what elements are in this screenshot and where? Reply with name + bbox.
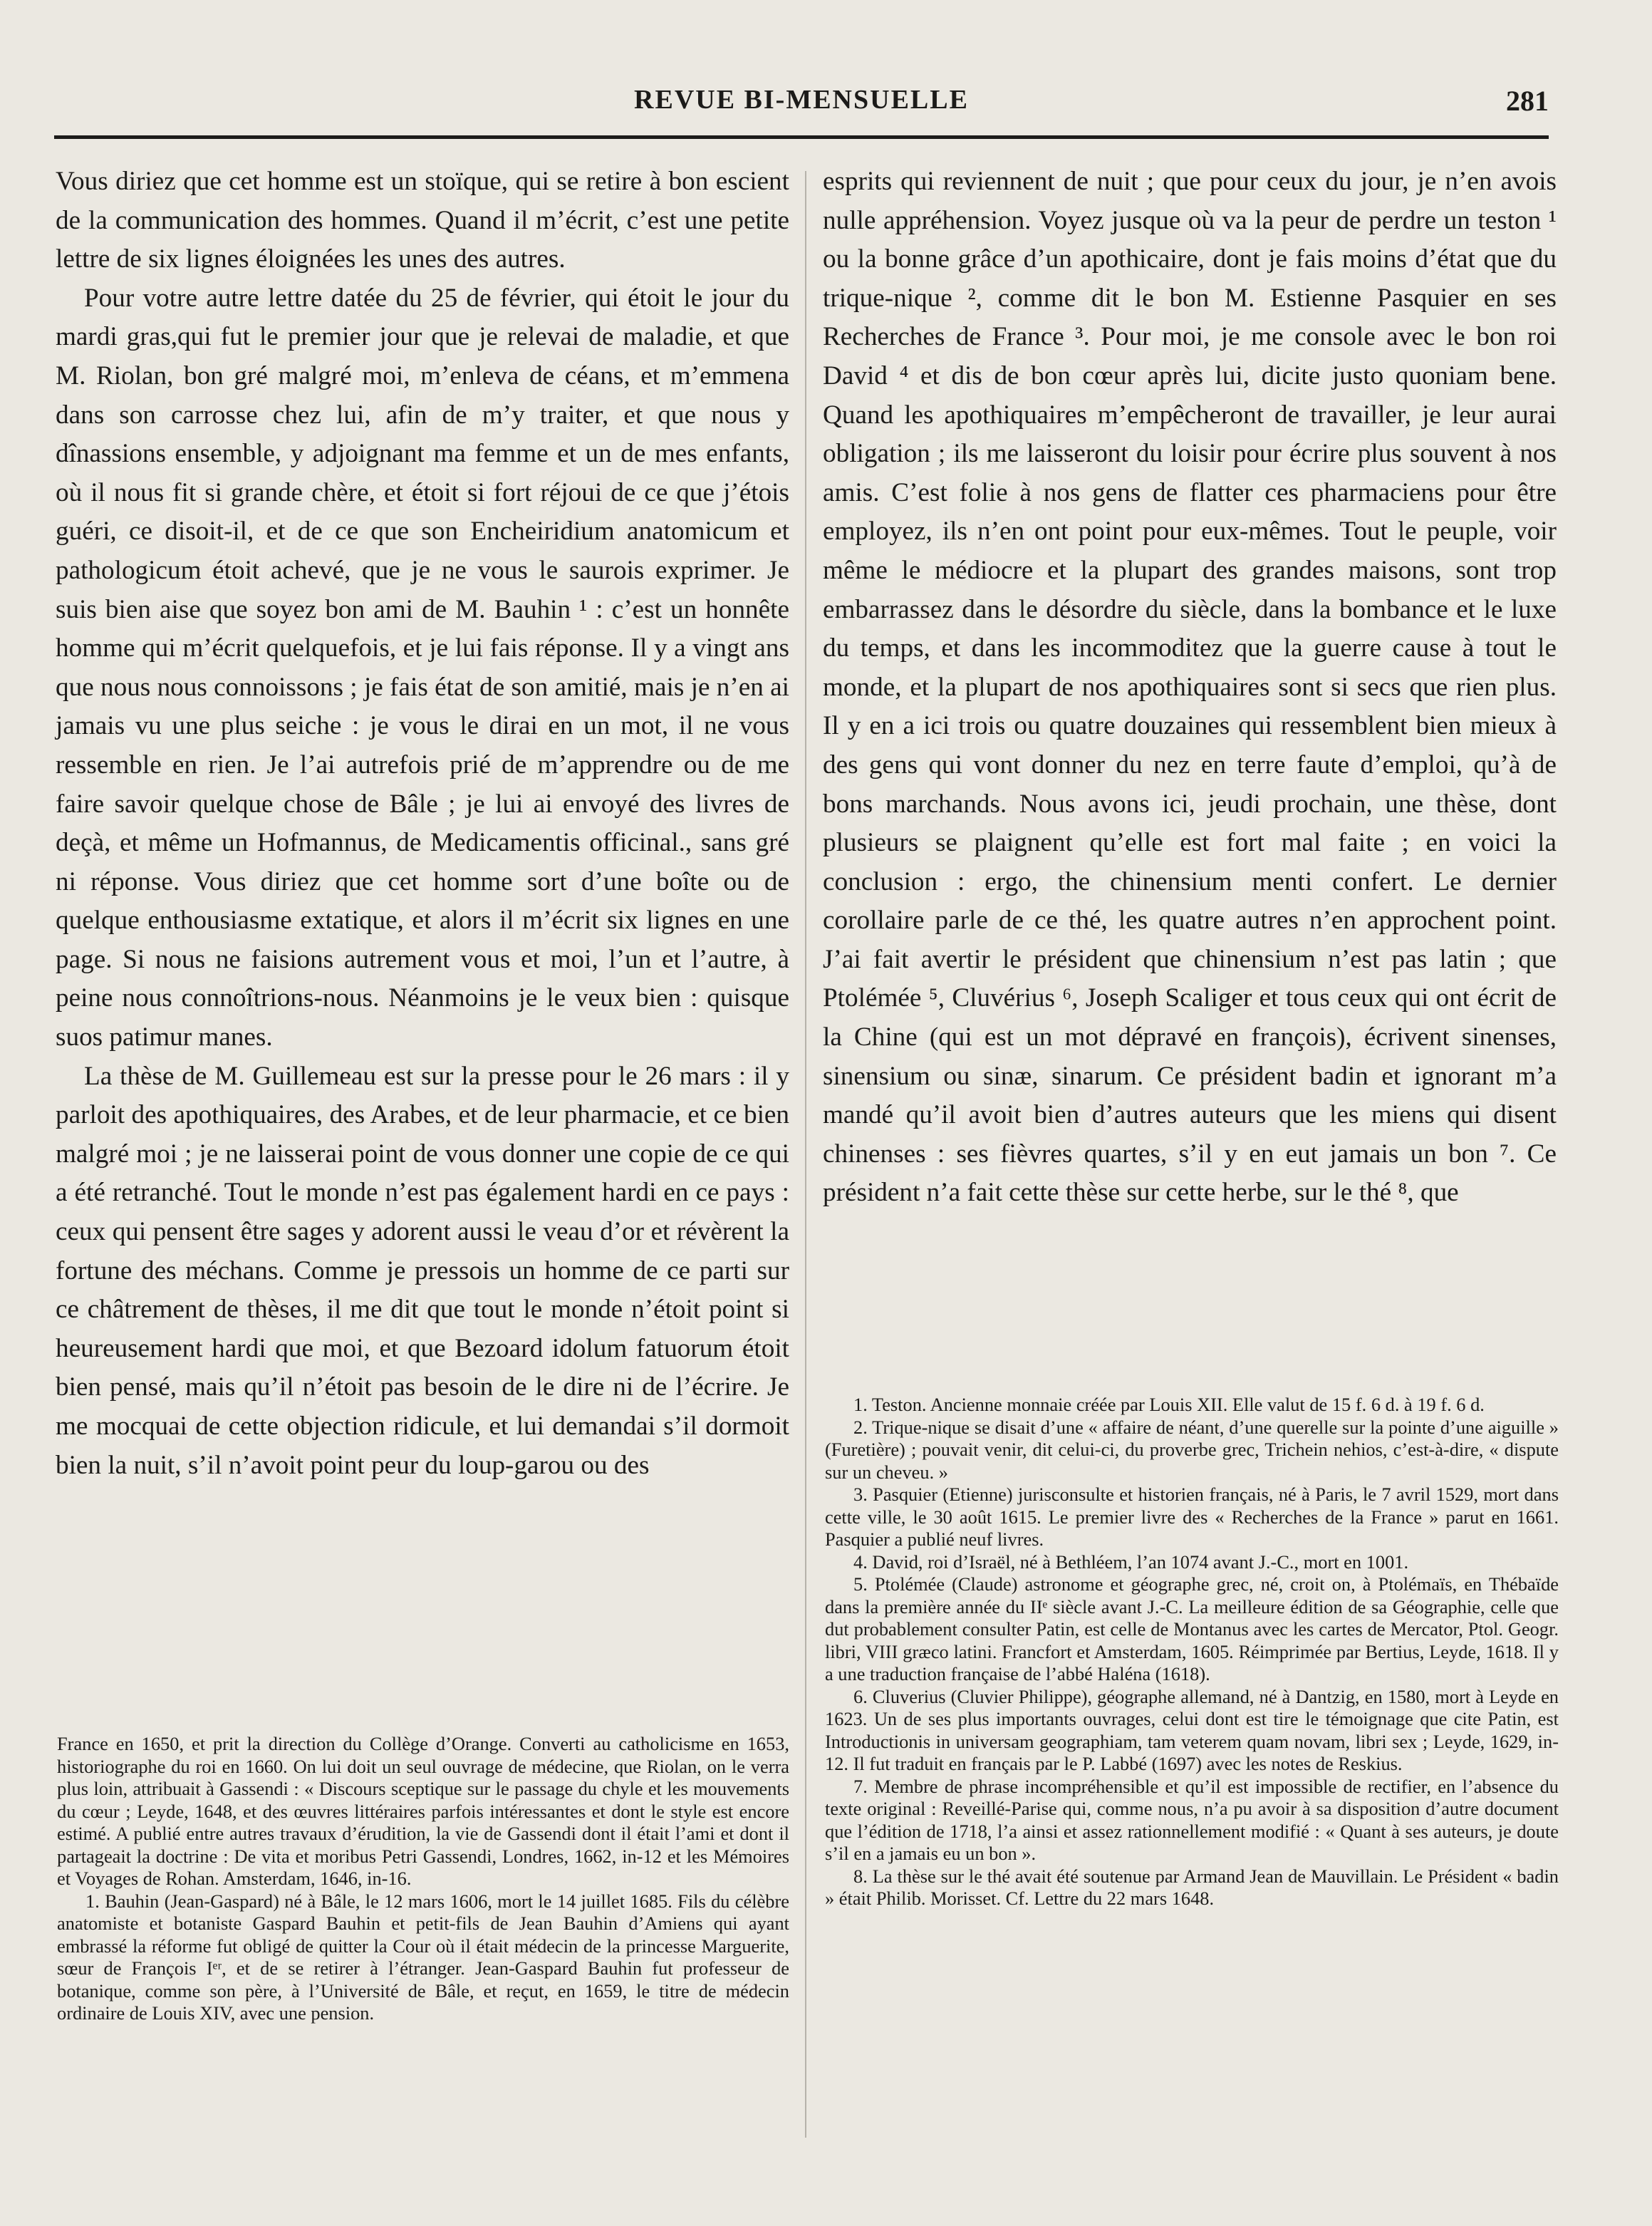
running-header	[54, 84, 1549, 127]
footnote-5: 5. Ptolémée (Claude) astronome et géographe grec, né, croit on, à Ptolémaïs, en Thébaïde dans la première année du IIᵉ siècle avant J.-C. La meilleure édition de sa Géographie, celle que dut probablement consulter Patin, est celle de Montanus avec les cartes de Mercator, Ptol. Geogr. libri, VIII græco latini. Francfort et Amsterdam, 1605. Réimprimée par Bertius, Leyde, 1618. Il y a une traduction française de l’abbé Haléna (1618).	[825, 1573, 1559, 1684]
journal-title: REVUE BI-MENSUELLE	[634, 85, 969, 115]
footnote-3: 3. Pasquier (Etienne) jurisconsulte et historien français, né à Paris, le 7 avril 1529, mort dans cette ville, le 30 août 1615. Le premier livre des « Recherches de la France » parut en 1661. Pasquier a publié neuf livres.	[825, 1484, 1559, 1550]
footnote-7: 7. Membre de phrase incompréhensible et qu’il est impossible de rectifier, en l’absence du texte original : Reveillé-Parise qui, comme nous, n’a pu avoir à sa disposition d’autre document que l’édition de 1718, l’a ainsi et assez rationnellement modifié : « Quant à ses auteurs, je doute s’il en a jamais eu un bon ».	[825, 1775, 1559, 1864]
footnote-4: 4. David, roi d’Israël, né à Bethléem, l’an 1074 avant J.-C., mort en 1001.	[853, 1551, 1409, 1573]
left-paragraph-3: La thèse de M. Guillemeau est sur la presse pour le 26 mars : il y parloit des apothiquaires, des Arabes, et de leur pharmacie, et ce bien malgré moi ; je ne laisserai point de vous donner une copie de ce qui a été retranché. Tout le monde n’est pas également hardi en ce pays : ceux qui pensent être sages y adorent aussi le veau d’or et révèrent la fortune des méchans. Comme je pressois un homme de ce parti sur ce châtrement de thèses, il me dit que tout le monde n’étoit point si heureusement hardi que moi, et que Bezoard idolum fatuorum étoit bien pensé, mais qu’il n’étoit pas besoin de le dire ni de l’écrire. Je me mocquai de cette objection ridicule, et lui demandai s’il dormoit bien la nuit, s’il n’avoit point peur du loup-garou ou des	[56, 1061, 789, 1480]
left-paragraph-1: Vous diriez que cet homme est un stoïque, qui se retire à bon escient de la communication des hommes. Quand il m’écrit, c’est une petite lettre de six lignes éloignées les unes des autres.	[56, 167, 789, 274]
right-column	[823, 162, 1557, 1213]
left-paragraph-2: Pour votre autre lettre datée du 25 de février, qui étoit le jour du mardi gras,qui fut le premier jour que je relevai de maladie, et que M. Riolan, bon gré malgré moi, m’enleva de céans, et m’emmena dans son carrosse chez lui, afin de m’y traiter, et que nous y dînassions ensemble, y adjoignant ma femme et un de mes enfants, où il nous fit si grande chère, et étoit si fort réjoui de ce que j’étois guéri, ce disoit-il, et de ce que son Encheiridium anatomicum et pathologicum étoit achevé, que je ne vous le saurois exprimer. Je suis bien aise que soyez bon ami de M. Bauhin ¹ : c’est un honnête homme qui m’écrit quelquefois, et je lui fais réponse. Il y a vingt ans que nous nous connoissons ; je fais état de son amitié, mais je n’en ai jamais vu une plus seiche : je vous le dirai en un mot, il ne vous ressemble en rien. Je l’ai autrefois prié de m’apprendre ou de me faire savoir quelque chose de Bâle ; je lui ai envoyé des livres de deçà, et même un Hofmannus, de Medicamentis officinal., sans gré ni réponse. Vous diriez que cet homme sort d’une boîte ou de quelque enthousiasme extatique, et alors il m’écrit six lignes en une page. Si nous ne faisions autrement vous et moi, l’un et l’autre, à peine nous connoîtrions-nous. Néanmoins je le veux bien : quisque suos patimur manes.	[56, 283, 789, 1052]
page-number: 281	[1506, 85, 1549, 117]
footnote-continued: France en 1650, et prit la direction du Collège d’Orange. Converti au catholicisme en 1653, historiographe du roi en 1660. On lui doit un seul ouvrage de médecine, que Riolan, on le verra plus loin, attribuait à Gassendi : « Discours sceptique sur le passage du chyle et les mouvements du cœur ; Leyde, 1648, et des œuvres littéraires parfois intéressantes et dont le style est encore estimé. A publié entre autres travaux d’érudition, la vie de Gassendi dont il était l’ami et dont il partageait la doctrine : De vita et moribus Petri Gassendi, Londres, 1662, in-12 et les Mémoires et Voyages de Rohan. Amsterdam, 1646, in-16.	[57, 1733, 789, 1889]
footnote-6: 6. Cluverius (Cluvier Philippe), géographe allemand, né à Dantzig, en 1580, mort à Leyde en 1623. Un de ses plus importants ouvrages, celui dont est tire le témoignage que cite Patin, est Introductionis in universam geographiam, tam veterem quam novam, libri sex ; Leyde, 1629, in-12. Il fut traduit en français par le P. Labbé (1697) avec les notes de Reskius.	[825, 1685, 1559, 1774]
footnote-1: 1. Teston. Ancienne monnaie créée par Louis XII. Elle valut de 15 f. 6 d. à 19 f. 6 d.	[853, 1394, 1485, 1415]
right-paragraph-1: esprits qui reviennent de nuit ; que pour ceux du jour, je n’en avois nulle appréhension. Voyez jusque où va la peur de perdre un teston ¹ ou la bonne grâce d’un apothicaire, dont je fais moins d’état que du trique-nique ², comme dit le bon M. Estienne Pasquier en ses Recherches de France ³. Pour moi, je me console avec le bon roi David ⁴ et dis de bon cœur après lui, dicite justo quoniam bene. Quand les apothiquaires m’empêcheront de travailler, je leur aurai obligation ; ils me laisseront du loisir pour écrire plus souvent à nos amis. C’est folie à nos gens de flatter ces pharmaciens pour être employez, ils n’en ont point pour eux-mêmes. Tout le peuple, voir même le médiocre et la plupart des grandes maisons, sont trop embarrassez dans le désordre du siècle, dans la bombance et le luxe du temps, et dans les incommoditez que la guerre cause à tout le monde, et la plupart de nos apothiquaires sont si secs que rien plus. Il y en a ici trois ou quatre douzaines qui ressemblent bien mieux à des gens qui vont donner du nez en terre faute d’emploi, qu’à de bons marchands. Nous avons ici, jeudi prochain, une thèse, dont plusieurs se plaignent qu’elle est fort mal faite ; en voici la conclusion : ergo, the chinensium menti confert. Le dernier corollaire parle de ce thé, les quatre autres n’en approchent point. J’ai fait avertir le président que chinensium n’est pas latin ; que Ptolémée ⁵, Cluvérius ⁶, Joseph Scaliger et tous ceux qui ont écrit de la Chine (qui est un mot dépravé en françois), écrivent sinenses, sinensium ou sinæ, sinarum. Ce président badin et ignorant m’a mandé qu’il avoit bien d’autres auteurs que les miens qui disent chinenses : ses fièvres quartes, s’il y en eut jamais un bon ⁷. Ce président n’a fait cette thèse sur cette herbe, sur le thé ⁸, que	[823, 167, 1557, 1208]
footnote-bauhin: 1. Bauhin (Jean-Gaspard) né à Bâle, le 12 mars 1606, mort le 14 juillet 1685. Fils du célèbre anatomiste et botaniste Gaspard Bauhin et petit-fils de Jean Bauhin d’Amiens qui ayant embrassé la réforme fut obligé de quitter la Cour où il était médecin de la princesse Marguerite, sœur de François Iᵉʳ, et de se retirer à l’étranger. Jean-Gaspard Bauhin fut professeur de botanique, comme son père, à l’Université de Bâle, et reçut, en 1659, le titre de médecin ordinaire de Louis XIV, avec une pension.	[57, 1890, 789, 2024]
footnote-8: 8. La thèse sur le thé avait été soutenue par Armand Jean de Mauvillain. Le Président « badin » était Philib. Morisset. Cf. Lettre du 22 mars 1648.	[825, 1865, 1559, 1909]
footnote-2: 2. Trique-nique se disait d’une « affaire de néant, d’une querelle sur la pointe d’une aiguille » (Furetière) ; pouvait venir, dit celui-ci, du proverbe grec, Trichein nehios, c’est-à-dire, « dispute sur un cheveu. »	[825, 1416, 1559, 1483]
left-footnotes	[57, 1733, 789, 2025]
header-rule	[54, 135, 1549, 139]
left-column	[56, 162, 789, 1485]
right-footnotes	[825, 1394, 1559, 1910]
column-divider	[805, 171, 806, 2138]
